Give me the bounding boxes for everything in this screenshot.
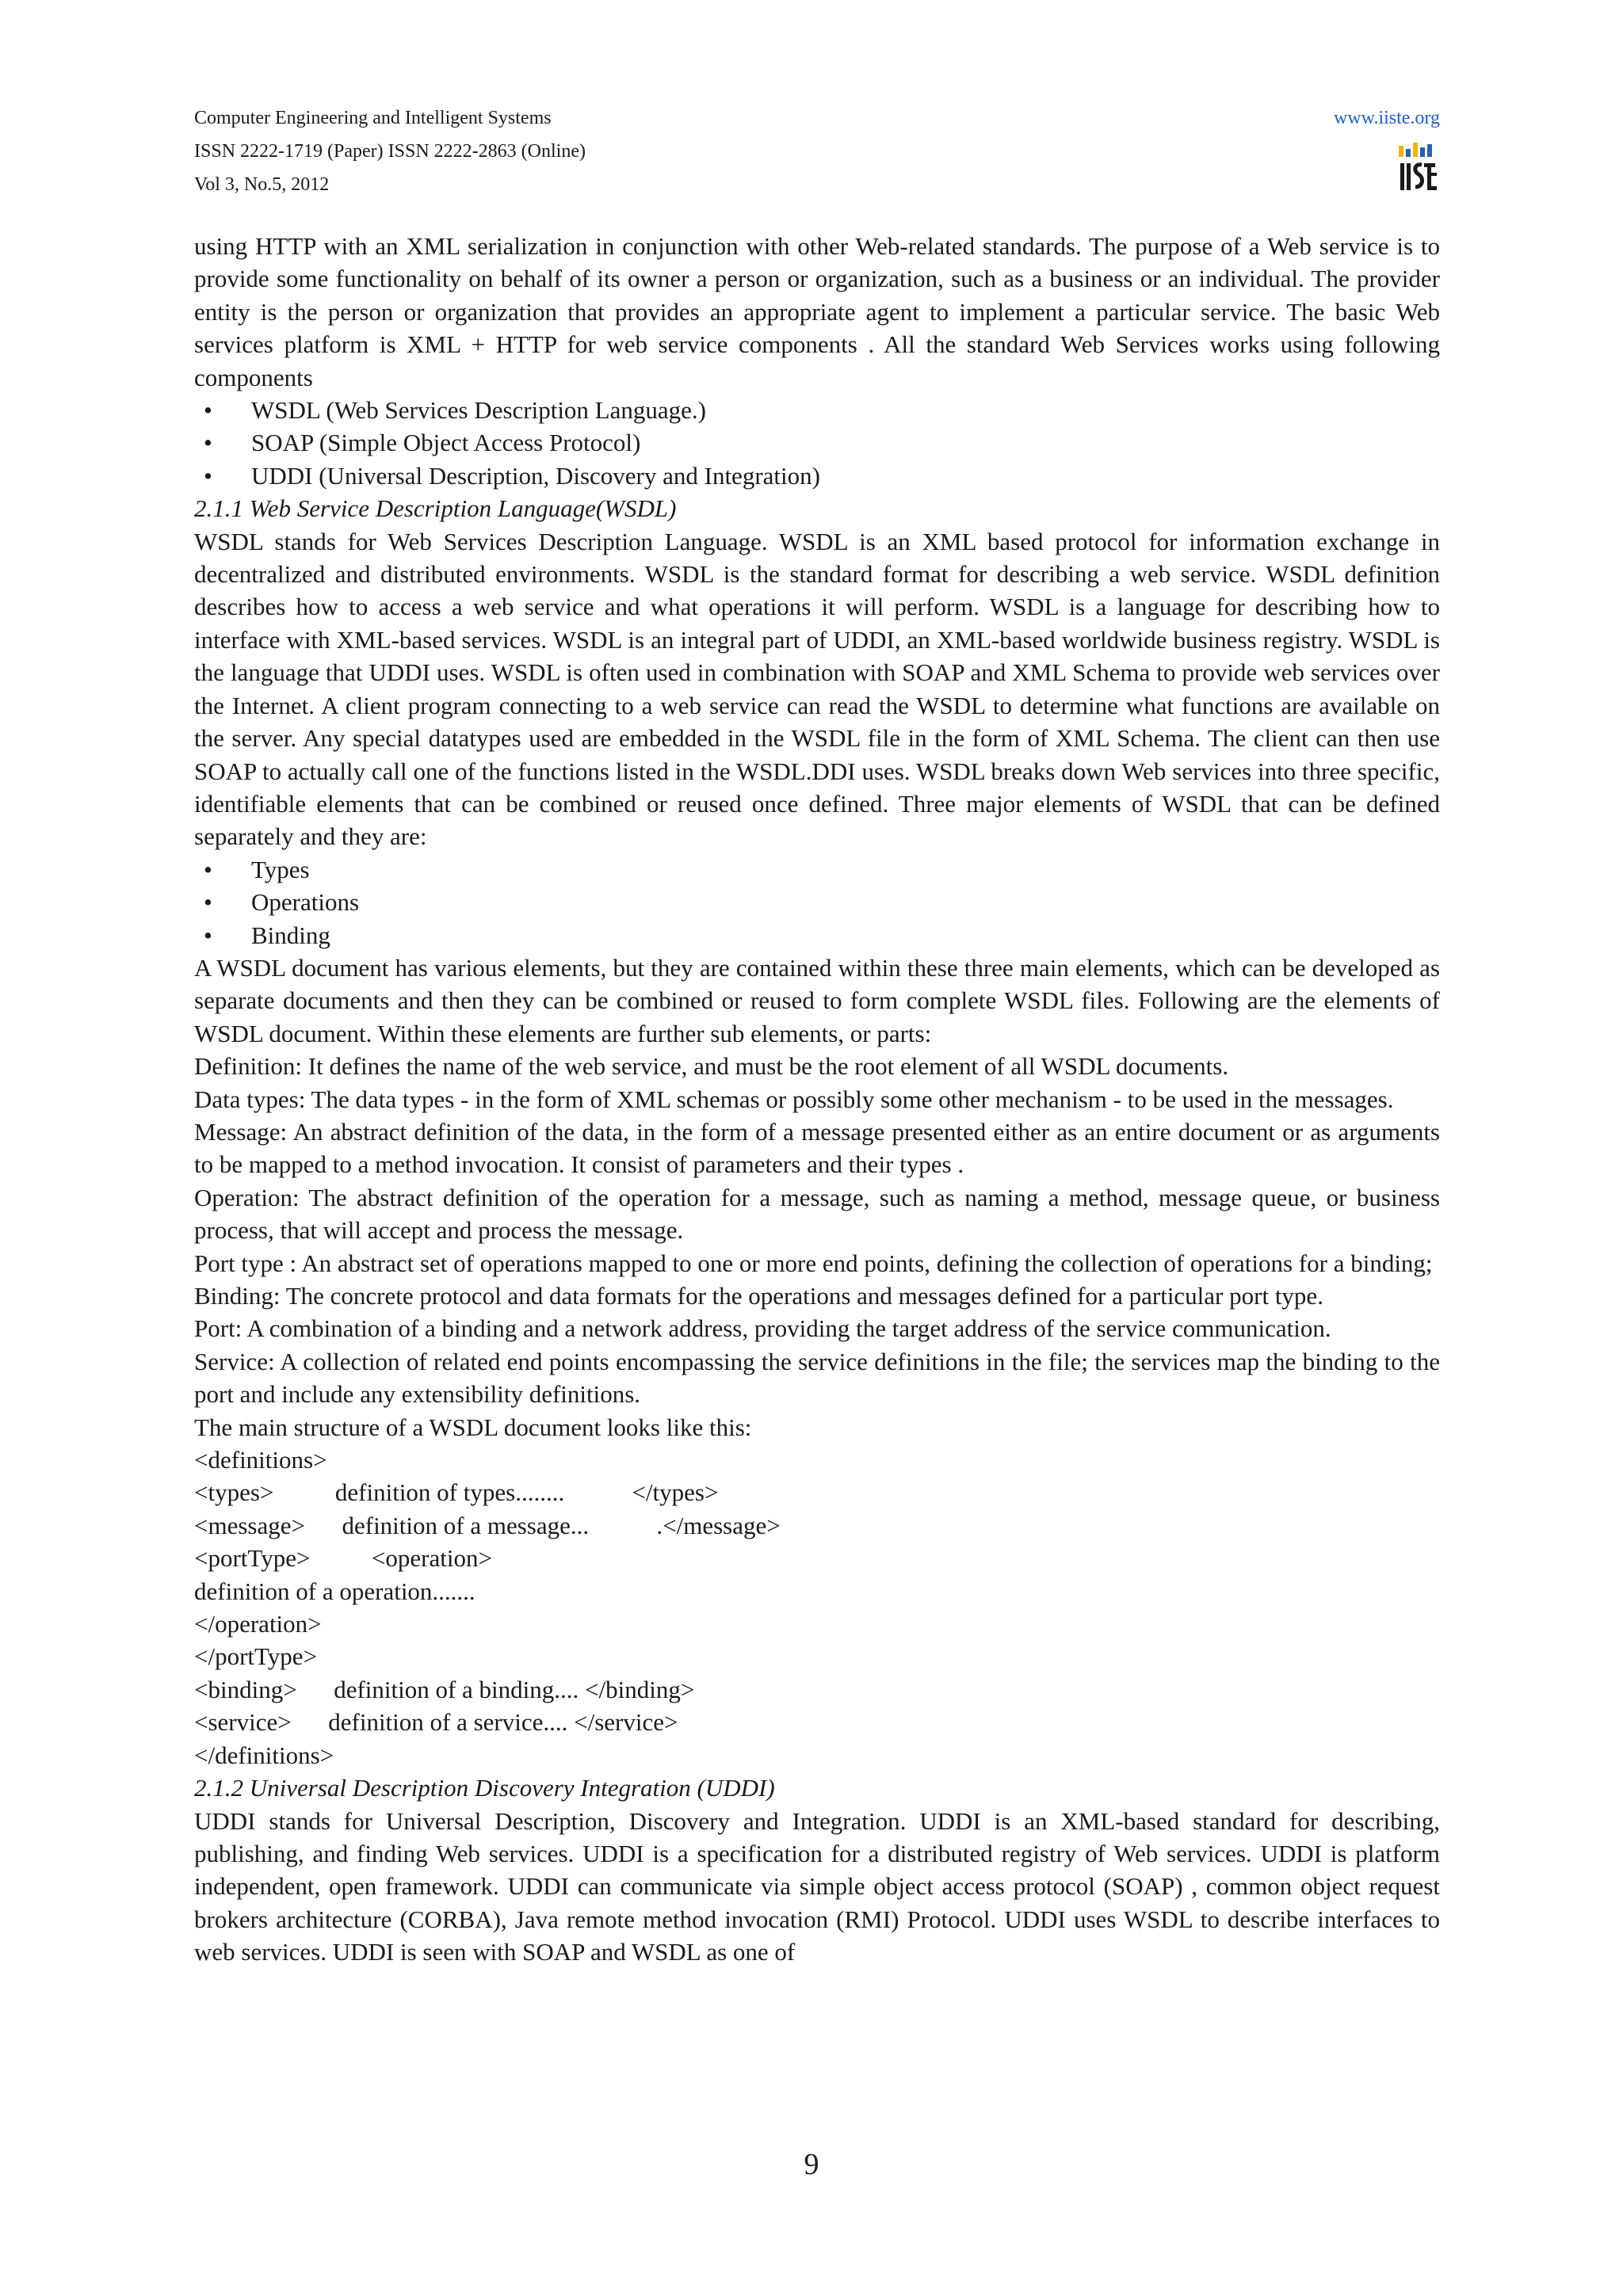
definition-entry: Definition: It defines the name of the web service, and must be the root element of all WSDL documents.: [194, 1052, 1229, 1081]
operation-entry: Operation: The abstract definition of the operation for a message, such as naming a method, message queue, or business process, that will accept and process the message.: [194, 1183, 1440, 1245]
section-heading-uddi: 2.1.2 Universal Description Discovery Integration (UDDI): [194, 1774, 775, 1802]
port-type-entry: Port type : An abstract set of operations mapped to one or more end points, defining the collection of operations for a binding;: [194, 1249, 1433, 1277]
wsdl-elements-list: [194, 853, 1440, 952]
list-item: • WSDL (Web Services Description Language.): [194, 394, 1440, 426]
structure-line: definition of a operation.......: [194, 1577, 475, 1605]
structure-line: <portType> <operation>: [194, 1544, 492, 1573]
list-item: • Operations: [194, 886, 1440, 918]
journal-url-link[interactable]: www.iiste.org: [1334, 108, 1440, 128]
wsdl-paragraph: WSDL stands for Web Services Description Language. WSDL is an XML based protocol for information exchange in decentralized and distributed environments. WSDL is the standard format for describing a web service. WSDL definition describes how to access a web service and what operations it will perform. WSDL is a language for describing how to interface with XML-based services. WSDL is an integral part of UDDI, an XML-based worldwide business registry. WSDL is the language that UDDI uses. WSDL is often used in combination with SOAP and XML Schema to provide web services over the Internet. A client program connecting to a web service can read the WSDL to determine what functions are available on the server. Any special datatypes used are embedded in the WSDL file in the form of XML Schema. The client can then use SOAP to actually call one of the functions listed in the WSDL.DDI uses. WSDL breaks down Web services into three specific, identifiable elements that can be combined or reused once defined. Three major elements of WSDL that can be defined separately and they are:: [194, 527, 1440, 851]
structure-line: </portType>: [194, 1642, 318, 1671]
journal-name: Computer Engineering and Intelligent Systems: [194, 108, 552, 128]
structure-intro: The main structure of a WSDL document looks like this:: [194, 1413, 752, 1441]
issn-line: ISSN 2222-1719 (Paper) ISSN 2222-2863 (Online): [194, 141, 586, 162]
iiste-logo-icon: [1397, 141, 1438, 193]
section-heading-wsdl: 2.1.1 Web Service Description Language(WSDL): [194, 494, 677, 523]
structure-line: <definitions>: [194, 1446, 327, 1474]
structure-line: </operation>: [194, 1610, 322, 1638]
service-entry: Service: A collection of related end points encompassing the service definitions in the file; the services map the binding to the port and include any extensibility definitions.: [194, 1347, 1440, 1409]
volume-line: Vol 3, No.5, 2012: [194, 174, 330, 195]
list-item: • Types: [194, 853, 1440, 886]
list-item: • SOAP (Simple Object Access Protocol): [194, 426, 1440, 459]
page-number: 9: [804, 2148, 819, 2181]
list-item: • UDDI (Universal Description, Discovery and Integration): [194, 460, 1440, 492]
structure-line: <message> definition of a message... .</message>: [194, 1511, 781, 1539]
components-list: [194, 394, 1440, 492]
list-item: • Binding: [194, 919, 1440, 952]
structure-line: <service> definition of a service.... </service>: [194, 1708, 678, 1737]
port-entry: Port: A combination of a binding and a network address, providing the target address of the service communication.: [194, 1314, 1331, 1343]
uddi-paragraph: UDDI stands for Universal Description, Discovery and Integration. UDDI is an XML-based standard for describing, publishing, and finding Web services. UDDI is a specification for a distributed registry of Web services. UDDI is platform independent, open framework. UDDI can communicate via simple object access protocol (SOAP) , common object request brokers architecture (CORBA), Java remote method invocation (RMI) Protocol. UDDI uses WSDL to describe interfaces to web services. UDDI is seen with SOAP and WSDL as one of: [194, 1806, 1440, 1966]
message-entry: Message: An abstract definition of the data, in the form of a message presented either as an entire document or as arguments to be mapped to a method invocation. It consist of parameters and their types .: [194, 1117, 1440, 1179]
wsdl-structure-listing: [194, 1444, 1440, 1772]
page-body: [194, 230, 1440, 1969]
binding-entry: Binding: The concrete protocol and data formats for the operations and messages defined for a particular port type.: [194, 1282, 1323, 1310]
data-types-entry: Data types: The data types - in the form of XML schemas or possibly some other mechanism - to be used in the messages.: [194, 1085, 1394, 1113]
structure-line: <types> definition of types........ </types>: [194, 1478, 719, 1507]
intro-paragraph: using HTTP with an XML serialization in conjunction with other Web-related standards. The purpose of a Web service is to provide some functionality on behalf of its owner a person or organization, such as a business or an individual. The provider entity is the person or organization that provides an appropriate agent to implement a particular service. The basic Web services platform is XML + HTTP for web service components . All the standard Web Services works using following components: [194, 232, 1440, 391]
structure-line: <binding> definition of a binding.... </binding>: [194, 1675, 695, 1703]
structure-line: </definitions>: [194, 1741, 334, 1769]
page-header: [194, 101, 1440, 196]
document-paragraph: A WSDL document has various elements, but they are contained within these three main elements, which can be developed as separate documents and then they can be combined or reused to form complete WSDL files. Following are the elements of WSDL document. Within these elements are further sub elements, or parts:: [194, 953, 1440, 1047]
